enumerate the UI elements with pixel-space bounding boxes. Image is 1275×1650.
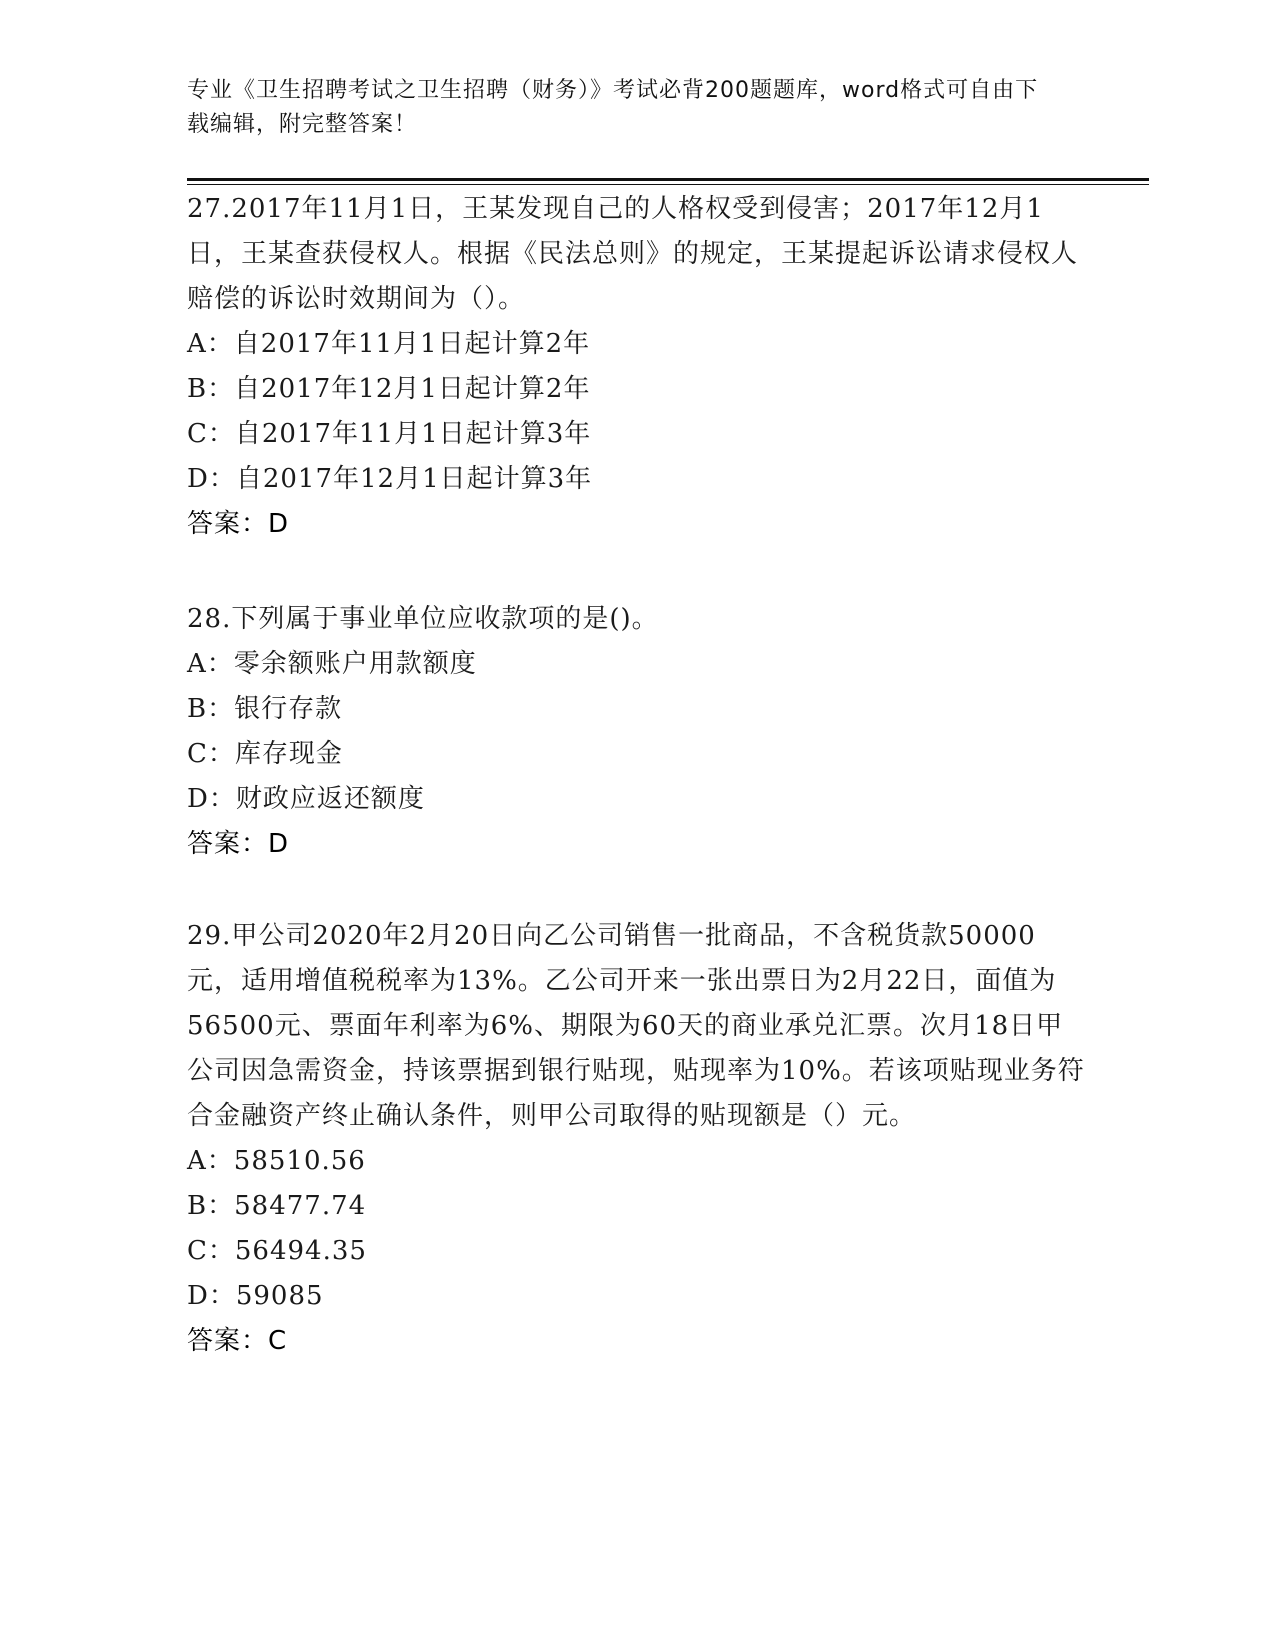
option-d: D：财政应返还额度	[187, 784, 425, 814]
header-divider-thin	[187, 184, 1149, 185]
question-stem: 28.下列属于事业单位应收款项的是()。	[187, 604, 659, 634]
answer-line: 答案：D	[187, 829, 290, 859]
document-header: 专业《卫生招聘考试之卫生招聘（财务）》考试必背200题题库，word格式可自由下载编辑，附完整答案！	[187, 78, 1039, 137]
header-divider-thick	[187, 178, 1149, 181]
option-c: C：56494.35	[187, 1236, 367, 1266]
answer-line: 答案：C	[187, 1326, 288, 1356]
option-c: C：库存现金	[187, 739, 343, 769]
option-a: A：58510.56	[187, 1146, 366, 1176]
question-stem: 29.甲公司2020年2月20日向乙公司销售一批商品，不含税货款50000元，适用增值税税率为13%。乙公司开来一张出票日为2月22日，面值为56500元、票面年利率为6%、期限为60天的商业承兑汇票。次月18日甲公司因急需资金，持该票据到银行贴现，贴现率为10%。若该项贴现业务符合金融资产终止确认条件，则甲公司取得的贴现额是（）元。	[187, 921, 1085, 1131]
question-stem: 27.2017年11月1日，王某发现自己的人格权受到侵害；2017年12月1日，王某查获侵权人。根据《民法总则》的规定，王某提起诉讼请求侵权人赔偿的诉讼时效期间为（）。	[187, 194, 1079, 314]
option-a: A：自2017年11月1日起计算2年	[187, 329, 591, 359]
question-27	[187, 187, 1087, 547]
option-d: D：59085	[187, 1281, 324, 1311]
question-28	[187, 597, 1087, 867]
option-a: A：零余额账户用款额度	[187, 649, 477, 679]
option-b: B：银行存款	[187, 694, 343, 724]
option-c: C：自2017年11月1日起计算3年	[187, 419, 592, 449]
answer-line: 答案：D	[187, 509, 290, 539]
option-b: B：自2017年12月1日起计算2年	[187, 374, 591, 404]
option-d: D：自2017年12月1日起计算3年	[187, 464, 593, 494]
option-b: B：58477.74	[187, 1191, 367, 1221]
question-29	[187, 914, 1087, 1364]
